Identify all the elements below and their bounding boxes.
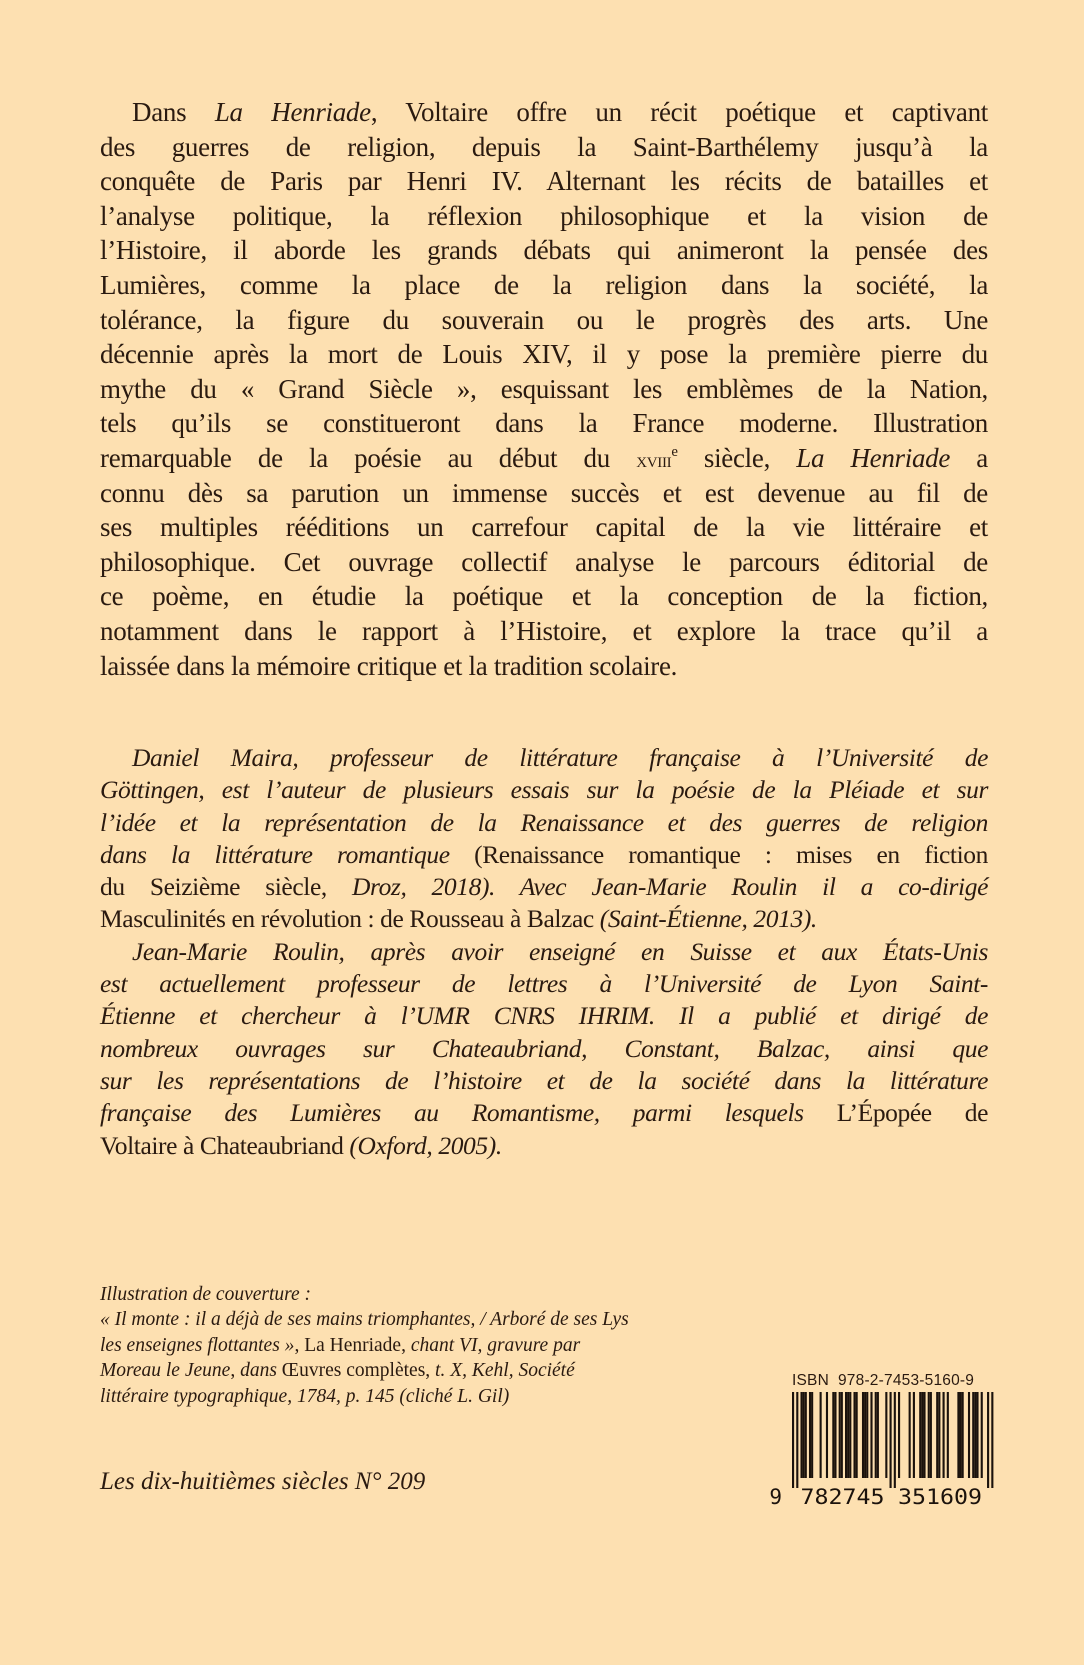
text-run: ses multiples rééditions un carrefour capital de la vie littéraire et — [100, 512, 988, 543]
barcode-bar — [930, 1392, 932, 1478]
summary-line — [100, 337, 988, 372]
barcode-bar — [968, 1392, 970, 1478]
authors-line — [100, 742, 988, 774]
text-run: (Renaissance romantique : mises en fiction — [449, 839, 988, 869]
summary-line — [100, 268, 988, 303]
barcode-bar — [991, 1392, 993, 1488]
text-run: philosophique. Cet ouvrage collectif analyse le parcours éditorial de — [100, 546, 988, 577]
isbn-label: ISBN 978-2-7453-5160-9 — [792, 1372, 975, 1389]
text-run: l’idée et la représentation de la Renaissance et des guerres de religion — [100, 807, 988, 837]
text-run: connu dès sa parution un immense succès et est devenue au fil de — [100, 477, 988, 508]
barcode-bar — [877, 1392, 879, 1478]
barcode-bar — [962, 1392, 964, 1478]
cover_illustration-line — [100, 1333, 700, 1358]
text-run: La Henriade — [214, 97, 371, 127]
text-run: Dans — [132, 97, 215, 127]
barcode-bar — [919, 1392, 921, 1478]
authors-line — [100, 1065, 988, 1097]
barcode-bar — [866, 1392, 868, 1478]
text-run: française des Lumières au Romantisme, parmi lesquels — [100, 1098, 837, 1128]
summary-line — [100, 372, 988, 407]
barcode-bar — [796, 1392, 798, 1488]
barcode-right-digits: 351609 — [898, 1485, 982, 1509]
summary-line — [100, 614, 988, 649]
cover_illustration-line — [100, 1384, 700, 1409]
text-run: tolérance, la figure du souverain ou le progrès des arts. Une — [100, 304, 988, 335]
barcode-bar — [803, 1392, 805, 1478]
barcode-bar — [820, 1392, 822, 1478]
barcode-bar — [885, 1392, 887, 1478]
text-run: La Henriade — [796, 442, 951, 473]
text-run: Œuvres complètes, — [276, 1360, 436, 1382]
summary-line — [100, 476, 988, 511]
text-run: est actuellement professeur de lettres à l’Université de Lyon Saint- — [100, 969, 988, 999]
barcode-bar — [849, 1392, 851, 1478]
text-run: mythe du « Grand Siècle », esquissant les emblèmes de la Nation, — [100, 373, 988, 404]
text-run: Voltaire à Chateaubriand — [100, 1130, 350, 1160]
text-run: a — [950, 442, 988, 473]
summary-line — [100, 130, 988, 165]
barcode-bar — [974, 1392, 976, 1478]
authors-line — [100, 936, 988, 968]
barcode-bar — [864, 1392, 866, 1478]
barcode-first-digit: 9 — [769, 1485, 782, 1509]
barcode-bar — [811, 1392, 813, 1478]
text-run: e — [671, 443, 678, 460]
text-run: Illustration de couverture : — [100, 1284, 312, 1305]
cover_illustration-line — [100, 1307, 700, 1332]
author-bios — [100, 742, 988, 1162]
barcode-bar — [800, 1392, 802, 1478]
text-run: Lumières, comme la place de la religion dans la société, la — [100, 269, 988, 300]
barcode-bar — [834, 1392, 836, 1478]
barcode-bars — [744, 1392, 1004, 1510]
barcode-bar — [947, 1392, 949, 1478]
text-run: Moreau le Jeune — [100, 1360, 231, 1382]
authors-line — [100, 1097, 988, 1129]
barcode-bar — [832, 1392, 834, 1478]
authors-line — [100, 1130, 988, 1162]
text-run: Jean-Marie Roulin, après avoir enseigné en Suisse et aux États-Unis — [132, 936, 988, 966]
summary-line — [100, 199, 988, 234]
text-run: l’Histoire, il aborde les grands débats qui animeront la pensée des — [100, 235, 988, 266]
text-run: notamment dans le rapport à l’Histoire, et explore la trace qu’il a — [100, 615, 988, 646]
authors-line — [100, 807, 988, 839]
barcode-bar — [987, 1392, 989, 1488]
authors-line — [100, 1000, 988, 1032]
text-run: Daniel Maira, professeur de littérature française à l’Université de — [132, 743, 988, 772]
text-run: des guerres de religion, depuis la Saint-Barthélemy jusqu’à la — [100, 131, 988, 162]
barcode-bar — [853, 1392, 855, 1478]
text-run: décennie après la mort de Louis XIV, il y pose la première pierre du — [100, 339, 988, 370]
barcode-bar — [936, 1392, 938, 1478]
barcode-bar — [841, 1392, 843, 1478]
text-run: dans — [240, 1360, 277, 1382]
text-run: t. X, Kehl, Société — [435, 1360, 575, 1382]
text-run: remarquable de la poésie au début du — [100, 442, 637, 473]
authors-line — [100, 871, 988, 903]
summary-line — [100, 164, 988, 199]
authors-line — [100, 774, 988, 806]
text-run: « Il monte : il a déjà de ses mains triomphantes, / Arboré de ses Lys — [100, 1309, 629, 1331]
barcode-bar — [943, 1392, 945, 1478]
barcode-bar — [894, 1392, 896, 1488]
summary-paragraph — [100, 95, 988, 683]
summary-line — [100, 545, 988, 580]
barcode-bar — [847, 1392, 849, 1478]
summary-line — [100, 233, 988, 268]
barcode-bar — [875, 1392, 877, 1478]
text-run: dans la littérature romantique — [100, 839, 450, 869]
barcode-bar — [959, 1392, 961, 1478]
text-run: siècle, — [677, 442, 797, 473]
cover_illustration-line — [100, 1282, 700, 1307]
cover_illustration-line — [100, 1358, 700, 1383]
barcode-bar — [856, 1392, 858, 1478]
text-run: tels qu’ils se constitueront dans la France moderne. Illustration — [100, 408, 988, 439]
barcode-left-digits: 782745 — [800, 1485, 885, 1509]
barcode-bar — [923, 1392, 925, 1478]
summary-line — [100, 649, 988, 684]
text-run: Droz, 2018). Avec Jean-Marie Roulin il a co-dirigé — [351, 872, 988, 902]
barcode-bar — [972, 1392, 974, 1478]
text-run: ce poème, en étudie la poétique et la conception de la fiction, — [100, 581, 988, 612]
text-run: L’Épopée de — [836, 1098, 989, 1128]
text-run: les enseignes flottantes » — [100, 1334, 295, 1356]
authors-line — [100, 903, 988, 935]
barcode-bar — [805, 1392, 807, 1478]
text-run: , La Henriade, — [294, 1334, 411, 1356]
text-run: , — [230, 1360, 241, 1382]
barcode-bar — [921, 1392, 923, 1478]
barcode-bar — [862, 1392, 864, 1478]
barcode-bar — [898, 1392, 900, 1478]
text-run: xviii — [636, 446, 672, 472]
text-run: nombreux ouvrages sur Chateaubriand, Constant, Balzac, ainsi que — [100, 1033, 988, 1063]
summary-line — [100, 441, 988, 476]
summary-line — [100, 406, 988, 441]
barcode-bar — [839, 1392, 841, 1478]
barcode-bar — [890, 1392, 892, 1488]
authors-line — [100, 1033, 988, 1065]
text-run: Étienne et chercheur à l’UMR CNRS IHRIM. Il a publié et dirigé de — [100, 1001, 988, 1031]
barcode-bar — [928, 1392, 930, 1478]
text-run: laissée dans la mémoire critique et la tradition scolaire. — [100, 650, 678, 681]
barcode-bar — [809, 1392, 811, 1478]
series-title: Les dix-huitièmes siècles N° 209 — [100, 1468, 426, 1495]
barcode-bar — [976, 1392, 978, 1478]
summary-line — [100, 95, 988, 130]
summary-line — [100, 510, 988, 545]
authors-line — [100, 839, 988, 871]
barcode-bar — [938, 1392, 940, 1478]
text-run: sur les représentations de l’histoire et de la société dans la littérature — [100, 1065, 988, 1095]
text-run: chant VI, gravure par — [410, 1334, 581, 1356]
text-run: , Voltaire offre un récit poétique et captivant — [370, 97, 988, 127]
summary-line — [100, 303, 988, 338]
text-run: (Oxford, 2005). — [349, 1130, 502, 1160]
isbn-barcode — [744, 1370, 1004, 1510]
barcode-bar — [792, 1392, 794, 1488]
barcode-bar — [981, 1392, 983, 1478]
text-run: conquête de Paris par Henri IV. Alternant les récits de batailles et — [100, 166, 988, 197]
barcode-bar — [870, 1392, 872, 1478]
barcode-bar — [845, 1392, 847, 1478]
text-run: Göttingen, est l’auteur de plusieurs essais sur la poésie de la Pléiade et sur — [100, 775, 988, 805]
barcode-bar — [826, 1392, 828, 1478]
cover-illustration-credit — [100, 1282, 700, 1409]
text-run: (Saint-Étienne, 2013). — [599, 904, 817, 934]
text-run: Masculinités en révolution : de Rousseau à Balzac — [100, 904, 600, 934]
authors-line — [100, 968, 988, 1000]
barcode-bar — [909, 1392, 911, 1478]
summary-line — [100, 579, 988, 614]
text-run: littéraire typographique, 1784, p. 145 (cliché L. Gil) — [100, 1385, 510, 1407]
text-run: l’analyse politique, la réflexion philosophique et la vision de — [100, 200, 988, 231]
barcode-bar — [957, 1392, 959, 1478]
text-run: du Seizième siècle, — [100, 872, 352, 902]
barcode-bar — [913, 1392, 915, 1478]
